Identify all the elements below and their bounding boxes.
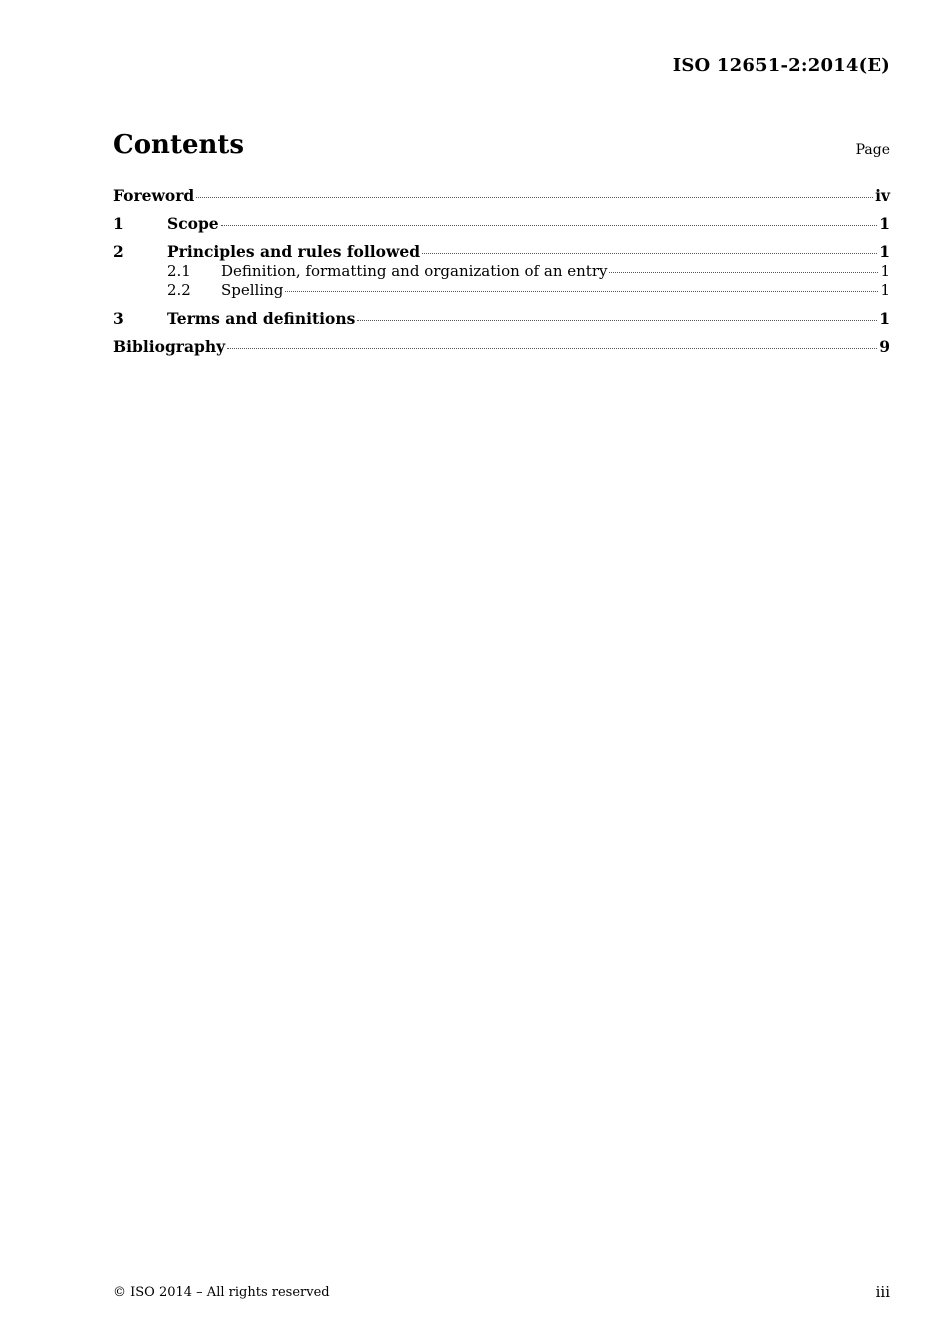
dot-leader — [221, 225, 878, 226]
toc-subentry-page: 1 — [880, 281, 890, 299]
toc-subentry-definition[interactable] — [113, 262, 890, 281]
toc-entry-bibliography[interactable] — [113, 337, 890, 365]
toc-entry-text: Scope — [167, 214, 219, 233]
contents-title: Contents — [113, 130, 245, 160]
dot-leader — [196, 197, 873, 198]
toc-subentry-text: Definition, formatting and organization of an entry — [221, 262, 608, 280]
dot-leader — [285, 291, 878, 292]
toc-subentry-spelling[interactable] — [113, 281, 890, 309]
dot-leader — [357, 320, 877, 321]
toc-entry-text: Bibliography — [113, 337, 226, 356]
toc-entry-terms[interactable] — [113, 309, 890, 337]
toc-entry-page: 1 — [879, 242, 890, 261]
toc-subentry-number: 2.2 — [167, 281, 191, 299]
page-number: iii — [875, 1283, 890, 1301]
toc-entry-page: iv — [875, 186, 890, 205]
toc-entry-number: 1 — [113, 214, 124, 233]
table-of-contents — [113, 186, 890, 365]
toc-entry-number: 2 — [113, 242, 124, 261]
toc-entry-number: 3 — [113, 309, 124, 328]
toc-entry-scope[interactable] — [113, 214, 890, 242]
dot-leader — [422, 253, 877, 254]
copyright-notice: © ISO 2014 – All rights reserved — [113, 1285, 330, 1300]
toc-entry-principles[interactable] — [113, 242, 890, 262]
document-id: ISO 12651-2:2014(E) — [672, 55, 890, 76]
toc-entry-foreword[interactable] — [113, 186, 890, 214]
toc-subentry-number: 2.1 — [167, 262, 191, 280]
toc-entry-text: Terms and definitions — [167, 309, 356, 328]
toc-entry-page: 1 — [879, 214, 890, 233]
dot-leader — [609, 272, 878, 273]
toc-entry-text: Foreword — [113, 186, 195, 205]
toc-entry-page: 9 — [879, 337, 890, 356]
toc-entry-page: 1 — [879, 309, 890, 328]
toc-subentry-text: Spelling — [221, 281, 284, 299]
toc-entry-text: Principles and rules followed — [167, 242, 421, 261]
toc-subentry-page: 1 — [880, 262, 890, 280]
page-column-label: Page — [855, 142, 890, 158]
dot-leader — [227, 348, 877, 349]
